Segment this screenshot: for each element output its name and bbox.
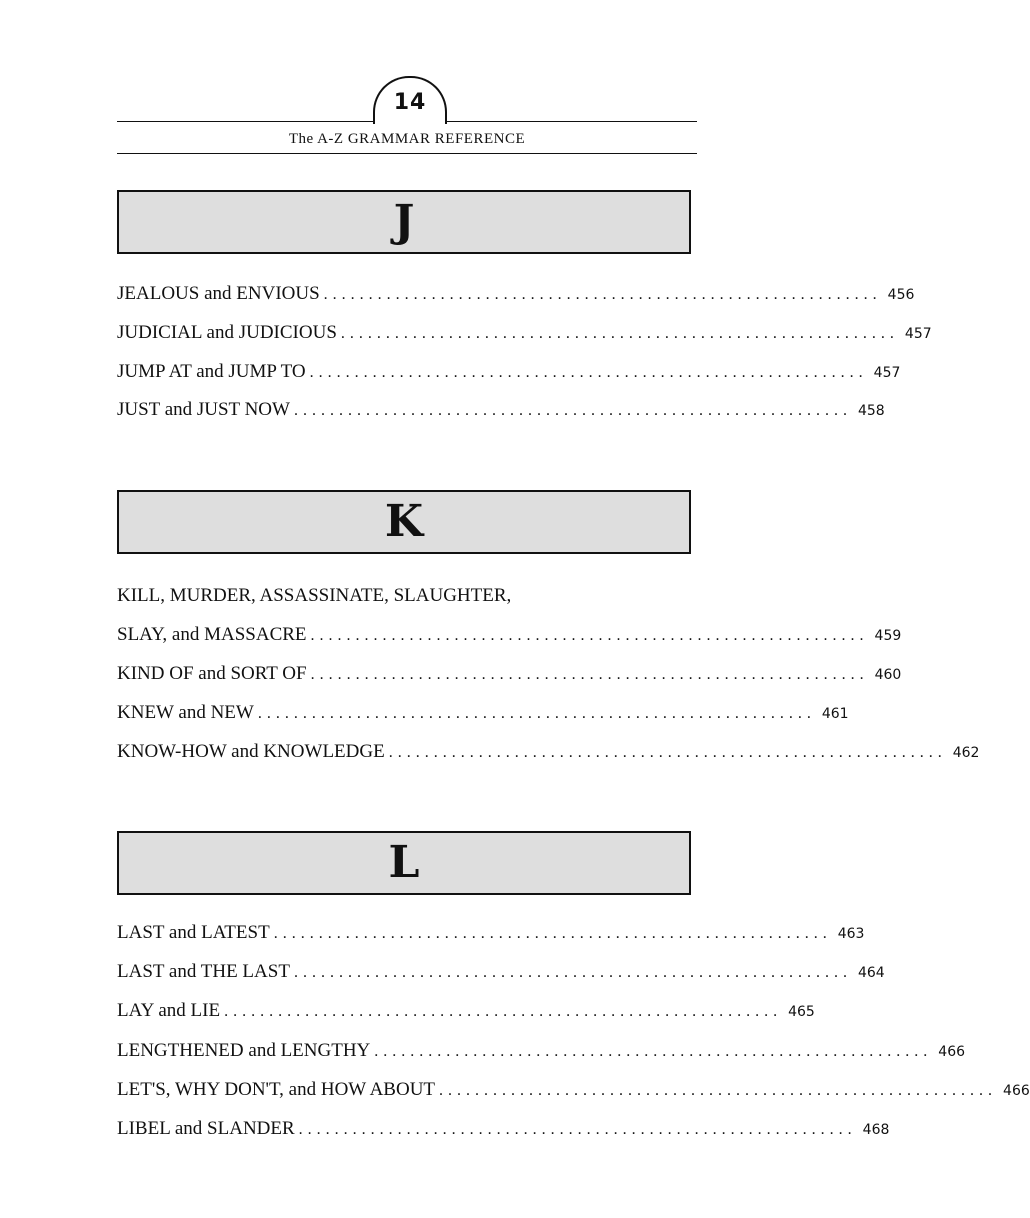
entry-term: LAST and THE LAST: [117, 961, 290, 982]
entry-term: LET'S, WHY DON'T, and HOW ABOUT: [117, 1079, 436, 1100]
index-entry: [117, 998, 815, 1024]
entry-page: 461: [821, 706, 849, 722]
dot-leader: ..............................................................: [323, 286, 882, 303]
index-entry: [117, 1077, 1030, 1103]
section-letter: J: [393, 196, 415, 247]
entry-page: 462: [952, 745, 980, 761]
entry-page: 460: [874, 667, 902, 683]
entry-term: KNOW-HOW and KNOWLEDGE: [117, 741, 385, 762]
entry-term: KIND OF and SORT OF: [117, 663, 307, 684]
entry-page: 463: [837, 926, 865, 942]
dot-leader: ..............................................................: [439, 1082, 998, 1099]
entry-page: 459: [874, 628, 902, 644]
dot-leader: ..............................................................: [310, 627, 869, 644]
section-letter: L: [388, 837, 420, 888]
section-letter: K: [384, 496, 424, 547]
dot-leader: ..............................................................: [388, 744, 947, 761]
index-entry: [117, 622, 902, 648]
dot-leader: ..............................................................: [310, 666, 869, 683]
entry-page: 466: [938, 1044, 966, 1060]
header-rule-bottom: [117, 153, 697, 154]
entry-page: 468: [862, 1122, 890, 1138]
index-entry: [117, 320, 932, 346]
index-entry: [117, 359, 901, 385]
entry-term: LAY and LIE: [117, 1000, 221, 1021]
dot-leader: ..............................................................: [298, 1121, 857, 1138]
running-title: The A-Z GRAMMAR REFERENCE: [288, 131, 526, 147]
dot-leader: ..............................................................: [340, 325, 899, 342]
entry-page: 456: [887, 287, 915, 303]
entry-term: LENGTHENED and LENGTHY: [117, 1040, 371, 1061]
dot-leader: ..............................................................: [293, 964, 852, 981]
entry-page: 457: [904, 326, 932, 342]
index-entry: [117, 1038, 966, 1064]
dot-leader: ..............................................................: [273, 925, 832, 942]
index-entry: [117, 700, 849, 726]
dot-leader: ..............................................................: [309, 364, 868, 381]
index-entry: [117, 739, 980, 765]
dot-leader: ..............................................................: [374, 1043, 933, 1060]
dot-leader: ..............................................................: [257, 705, 816, 722]
index-entry: [117, 661, 902, 687]
dot-leader: ..............................................................: [293, 402, 852, 419]
index-entry: [117, 920, 865, 946]
index-entry: [117, 959, 885, 985]
section-heading-k: [117, 490, 691, 554]
page-number: 14: [393, 90, 427, 115]
entry-term: JUMP AT and JUMP TO: [117, 361, 306, 382]
entry-page: 464: [857, 965, 885, 981]
entry-page: 465: [788, 1004, 815, 1020]
entry-term: JUST and JUST NOW: [117, 399, 290, 420]
entry-term: SLAY, and MASSACRE: [117, 624, 307, 645]
entry-term: JEALOUS and ENVIOUS: [117, 283, 320, 304]
entry-page: 466: [1003, 1083, 1030, 1099]
section-heading-j: [117, 190, 691, 254]
section-heading-l: [117, 831, 691, 895]
entry-term: KNEW and NEW: [117, 702, 254, 723]
entry-term: JUDICIAL and JUDICIOUS: [117, 322, 337, 343]
index-entry: [117, 281, 915, 307]
dot-leader: ..............................................................: [224, 1003, 783, 1020]
entry-page: 458: [857, 403, 885, 419]
index-entry: [117, 1116, 890, 1142]
index-entry: [117, 397, 885, 423]
entry-term: LAST and LATEST: [117, 922, 270, 943]
entry-term: LIBEL and SLANDER: [117, 1118, 295, 1139]
entry-first-line: KILL, MURDER, ASSASSINATE, SLAUGHTER,: [117, 585, 512, 606]
entry-page: 457: [873, 365, 901, 381]
